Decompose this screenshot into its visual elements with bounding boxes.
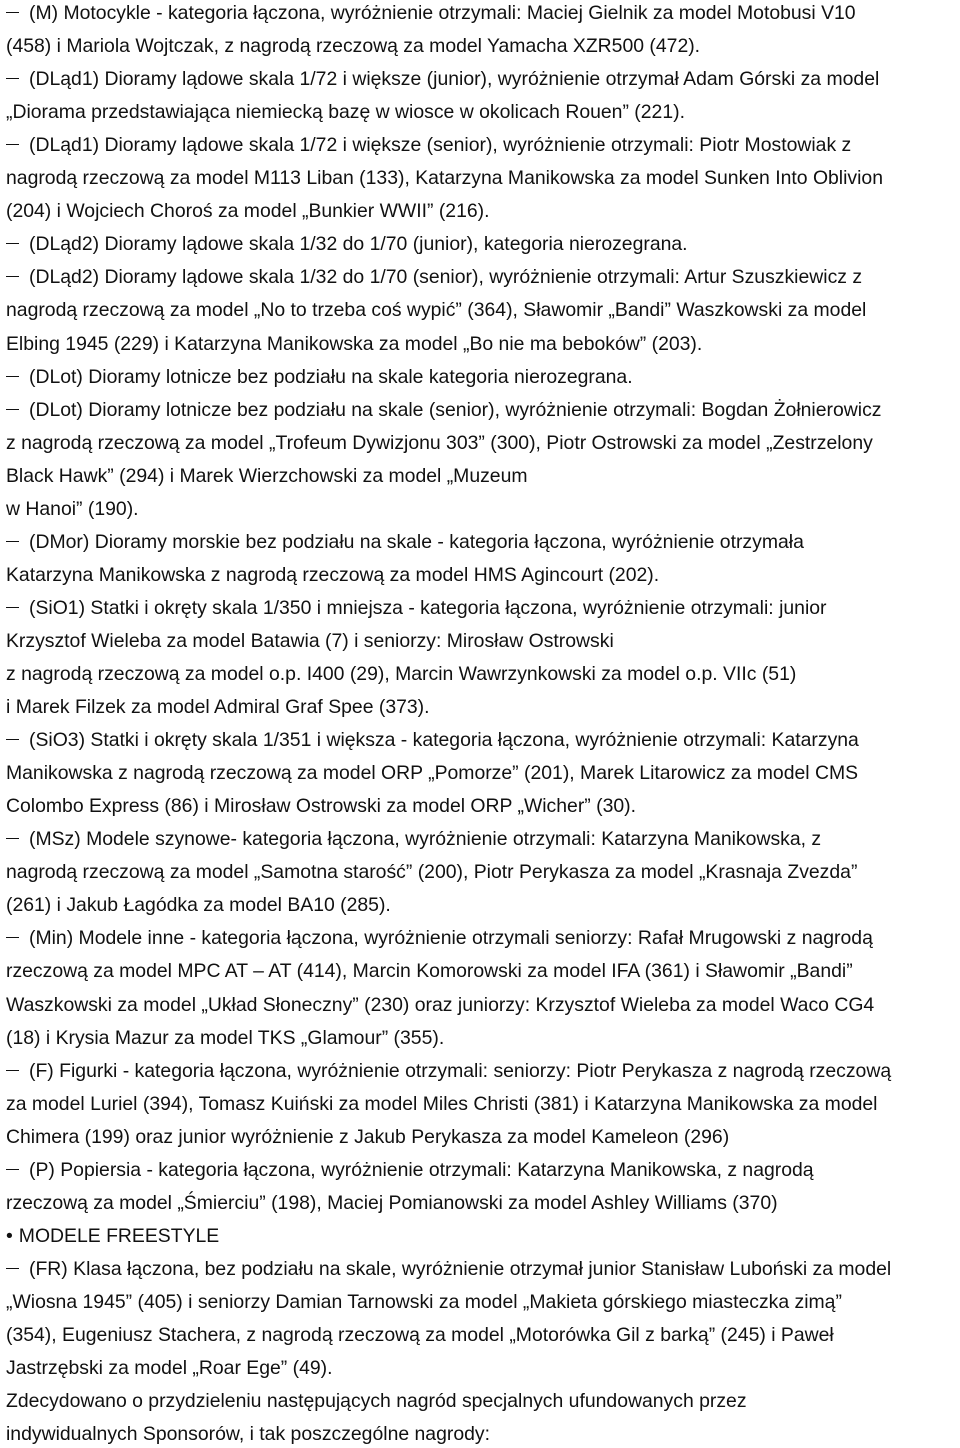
line-text: „Diorama przedstawiająca niemiecką bazę w wiosce w okolicach Rouen” (221).: [6, 101, 685, 124]
text-line: [6, 1157, 814, 1183]
line-text: (354), Eugeniusz Stachera, z nagrodą rzeczową za model „Motorówka Gil z barką” (245) i Paweł: [6, 1324, 834, 1346]
line-text: z nagrodą rzeczową za model „Trofeum Dywizjonu 303” (300), Piotr Ostrowski za model „Zestrzelony: [6, 431, 873, 454]
bullet-icon: •: [6, 1224, 13, 1247]
text-line: [6, 1355, 333, 1381]
text-line: [6, 297, 866, 323]
line-text: (DLot) Dioramy lotnicze bez podziału na skale kategoria nierozegrana.: [29, 365, 633, 388]
line-text: (204) i Wojciech Choroś za model „Bunkier WWII” (216).: [6, 200, 490, 223]
line-text: (M) Motocykle - kategoria łączona, wyróżnienie otrzymali: Maciej Gielnik za model Motobusi V10: [29, 2, 856, 24]
line-text: i Marek Filzek za model Admiral Graf Spee (373).: [6, 696, 430, 719]
line-text: w Hanoi” (190).: [6, 497, 139, 520]
line-text: (DLąd1) Dioramy lądowe skala 1/72 i większe (junior), wyróżnienie otrzymał Adam Górski za model: [29, 68, 880, 91]
text-line: [6, 0, 856, 26]
line-text: nagrodą rzeczową za model „Samotna starość” (200), Piotr Perykasza za model „Krasnaja Zvezda”: [6, 861, 858, 884]
line-text: (SiO3) Statki i okręty skala 1/351 i większa - kategoria łączona, wyróżnienie otrzymali: Katarzyna: [29, 729, 859, 752]
text-line: [6, 66, 879, 92]
line-text: (261) i Jakub Łagódka za model BA10 (285).: [6, 894, 391, 917]
line-text: Black Hawk” (294) i Marek Wierzchowski za model „Muzeum: [6, 464, 528, 487]
line-text: Zdecydowano o przydzieleniu następujących nagród specjalnych ufundowanych przez: [6, 1390, 747, 1413]
line-text: (Min) Modele inne - kategoria łączona, wyróżnienie otrzymali seniorzy: Rafał Mrugowski z nagrodą: [29, 927, 873, 950]
text-line: [6, 397, 881, 423]
dash-marker-icon: [6, 1070, 19, 1071]
text-line: [6, 430, 873, 456]
text-line: [6, 628, 614, 654]
text-line: [6, 661, 796, 687]
text-line: [6, 562, 659, 588]
text-line: [6, 1091, 878, 1117]
line-text: za model Luriel (394), Tomasz Kuiński za model Miles Christi (381) i Katarzyna Manikowska za model: [6, 1092, 878, 1115]
line-text: Jastrzębski za model „Roar Ege” (49).: [6, 1357, 333, 1380]
text-line: [6, 364, 633, 390]
line-text: „Wiosna 1945” (405) i seniorzy Damian Tarnowski za model „Makieta górskiego miasteczka zimą”: [6, 1290, 842, 1313]
text-line: [6, 793, 636, 819]
dash-marker-icon: [6, 243, 19, 244]
line-text: Colombo Express (86) i Mirosław Ostrowski za model ORP „Wicher” (30).: [6, 795, 636, 818]
text-line: [6, 1223, 219, 1249]
line-text: (DLąd1) Dioramy lądowe skala 1/72 i większe (senior), wyróżnienie otrzymali: Piotr Mostowiak z: [29, 134, 852, 157]
dash-marker-icon: [6, 376, 19, 377]
line-text: (DLąd2) Dioramy lądowe skala 1/32 do 1/70 (senior), wyróżnienie otrzymali: Artur Szuszkiewicz z: [29, 266, 863, 289]
line-text: (458) i Mariola Wojtczak, z nagrodą rzeczową za model Yamacha XZR500 (472).: [6, 35, 701, 58]
text-line: [6, 859, 857, 885]
text-line: [6, 1025, 444, 1051]
line-text: rzeczową za model „Śmierciu” (198), Maciej Pomianowski za model Ashley Williams (370): [6, 1191, 778, 1214]
text-line: [6, 1421, 490, 1447]
text-line: [6, 1322, 834, 1348]
line-text: (MSz) Modele szynowe- kategoria łączona, wyróżnienie otrzymali: Katarzyna Manikowska, z: [29, 828, 822, 851]
text-line: [6, 992, 874, 1018]
text-line: [6, 529, 804, 555]
text-line: [6, 694, 430, 720]
text-line: [6, 1058, 891, 1084]
dash-marker-icon: [6, 78, 19, 79]
text-line: [6, 33, 700, 59]
text-line: [6, 595, 827, 621]
line-text: (DLąd2) Dioramy lądowe skala 1/32 do 1/70 (junior), kategoria nierozegrana.: [29, 233, 688, 256]
line-text: (SiO1) Statki i okręty skala 1/350 i mniejsza - kategoria łączona, wyróżnienie otrzymali: junior: [29, 596, 827, 619]
text-line: [6, 1124, 729, 1150]
text-line: [6, 99, 685, 125]
dash-marker-icon: [6, 607, 19, 608]
text-line: [6, 760, 858, 786]
text-line: [6, 496, 139, 522]
line-text: indywidualnych Sponsorów, i tak poszczególne nagrody:: [6, 1423, 490, 1446]
line-text: Manikowska z nagrodą rzeczową za model ORP „Pomorze” (201), Marek Litarowicz za model CMS: [6, 762, 859, 785]
line-text: (P) Popiersia - kategoria łączona, wyróżnienie otrzymali: Katarzyna Manikowska, z nagrodą: [29, 1158, 814, 1181]
dash-marker-icon: [6, 1169, 19, 1170]
line-text: nagrodą rzeczową za model M113 Liban (133), Katarzyna Manikowska za model Sunken Into Oblivion: [6, 167, 883, 190]
line-text: (18) i Krysia Mazur za model TKS „Glamour” (355).: [6, 1026, 445, 1049]
line-text: rzeczową za model MPC AT – AT (414), Marcin Komorowski za model IFA (361) i Sławomir „Bandi”: [6, 960, 853, 983]
text-line: [6, 463, 528, 489]
line-text: MODELE FREESTYLE: [18, 1224, 220, 1247]
text-line: [6, 1289, 842, 1315]
text-line: [6, 198, 489, 224]
text-line: [6, 132, 851, 158]
text-line: [6, 231, 688, 257]
text-line: [6, 892, 391, 918]
dash-marker-icon: [6, 1268, 19, 1269]
text-line: [6, 264, 862, 290]
text-line: [6, 331, 702, 357]
text-line: [6, 958, 853, 984]
dash-marker-icon: [6, 144, 19, 145]
line-text: (DLot) Dioramy lotnicze bez podziału na skale (senior), wyróżnienie otrzymali: Bogdan Żołnierowicz: [29, 398, 882, 421]
dash-marker-icon: [6, 541, 19, 542]
dash-marker-icon: [6, 12, 19, 13]
line-text: Krzysztof Wieleba za model Batawia (7) i seniorzy: Mirosław Ostrowski: [6, 629, 614, 652]
text-line: [6, 165, 883, 191]
line-text: (FR) Klasa łączona, bez podziału na skale, wyróżnienie otrzymał junior Stanisław Luboński za model: [29, 1257, 892, 1280]
dash-marker-icon: [6, 409, 19, 410]
text-line: [6, 1388, 747, 1414]
line-text: Katarzyna Manikowska z nagrodą rzeczową za model HMS Agincourt (202).: [6, 563, 660, 586]
line-text: Waszkowski za model „Układ Słoneczny” (230) oraz juniorzy: Krzysztof Wieleba za model Waco CG4: [6, 993, 875, 1016]
line-text: (F) Figurki - kategoria łączona, wyróżnienie otrzymali: seniorzy: Piotr Perykasza z nagrodą rzeczową: [29, 1059, 892, 1082]
line-text: z nagrodą rzeczową za model o.p. I400 (29), Marcin Wawrzynkowski za model o.p. VIIc (51): [6, 663, 797, 685]
line-text: (DMor) Dioramy morskie bez podziału na skale - kategoria łączona, wyróżnienie otrzymała: [29, 530, 804, 553]
line-text: Elbing 1945 (229) i Katarzyna Manikowska za model „Bo nie ma beboków” (203).: [6, 332, 703, 355]
text-line: [6, 826, 821, 852]
text-line: [6, 925, 873, 951]
line-text: Chimera (199) oraz junior wyróżnienie z Jakub Perykasza za model Kameleon (296): [6, 1125, 730, 1148]
line-text: nagrodą rzeczową za model „No to trzeba coś wypić” (364), Sławomir „Bandi” Waszkowski za model: [6, 299, 867, 322]
text-line: [6, 1256, 891, 1282]
dash-marker-icon: [6, 838, 19, 839]
dash-marker-icon: [6, 937, 19, 938]
dash-marker-icon: [6, 739, 19, 740]
text-line: [6, 727, 859, 753]
dash-marker-icon: [6, 276, 19, 277]
text-line: [6, 1190, 778, 1216]
